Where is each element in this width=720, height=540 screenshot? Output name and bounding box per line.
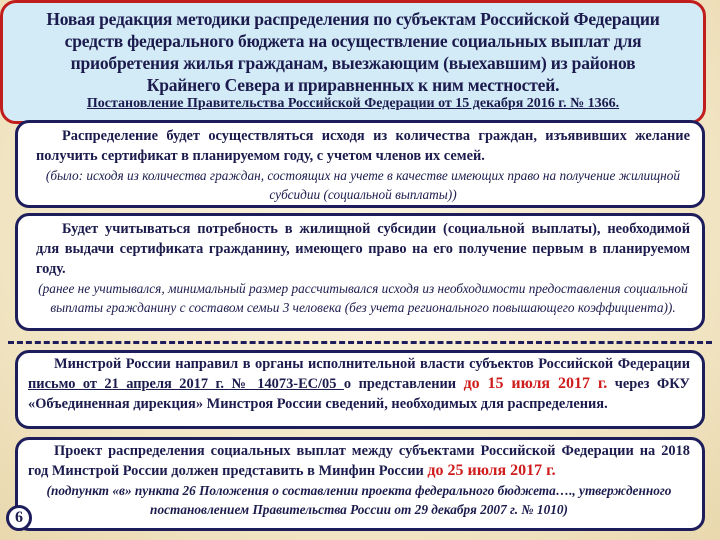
decree-reference: Постановление Правительства Российской Федерации от 15 декабря 2016 г. № 1366. [86, 96, 620, 111]
box-text [28, 441, 690, 481]
text: Проект распределения социальных выплат между субъектами Российской Федерации на 2018 год Минстрой России должен представить в Минфин России [28, 443, 690, 479]
slide-title [3, 8, 703, 96]
text: о представлении [343, 376, 464, 392]
title-box [0, 0, 706, 124]
page-number-badge: 6 [6, 505, 32, 531]
title-line: Новая редакция методики распределения по субъектам Российской Федерации [46, 9, 660, 29]
minstroy-letter-box [15, 350, 705, 429]
text: через ФКУ «Объединенная дирекция» Минстроя России сведений, необходимых для распределения. [28, 376, 690, 412]
title-line: приобретения жилья гражданам, выезжающим (выехавшим) из районов [70, 53, 636, 73]
deadline: до 25 июля 2017 г. [427, 462, 556, 479]
box-text: Распределение будет осуществляться исходя из количества граждан, изъявивших желание получить сертификат в планируемом году, с учетом членов их семей. [36, 128, 690, 164]
distribution-basis-box [15, 120, 705, 208]
box-note: (ранее не учитывался, минимальный размер рассчитывался исходя из необходимости предоставления социальной выплаты гражданину с составом семьи 3 человека (без учета регионального повышающего коэффициента)). [38, 281, 688, 315]
box-note: (подпункт «в» пункта 26 Положения о составлении проекта федерального бюджета…., утвержденного постановлением Правительства России от 29 декабря 2007 г. № 1010) [46, 483, 672, 517]
subsidy-need-box [15, 213, 705, 331]
text: Минстрой России направил в органы исполнительной власти субъектов Российской Федерации [54, 356, 690, 372]
dashed-divider [8, 341, 712, 344]
title-line: Крайнего Севера и приравненных к ним местностей. [146, 75, 560, 95]
box-note: (было: исходя из количества граждан, состоящих на учете в качестве имеющих право на получение жилищной субсидии (социальной выплаты)) [45, 168, 681, 202]
box-text: Будет учитываться потребность в жилищной субсидии (социальной выплаты), необходимой для выдачи сертификата гражданину, имеющего право на его получение первым в планируемом году. [36, 221, 690, 277]
title-line: средств федерального бюджета на осуществление социальных выплат для [64, 31, 642, 51]
deadline: до 15 июля 2017 г. [463, 375, 608, 392]
letter-reference: письмо от 21 апреля 2017 г. № 14073-ЕС/05 [28, 376, 344, 392]
box-text [28, 354, 690, 414]
draft-distribution-box [15, 437, 705, 531]
